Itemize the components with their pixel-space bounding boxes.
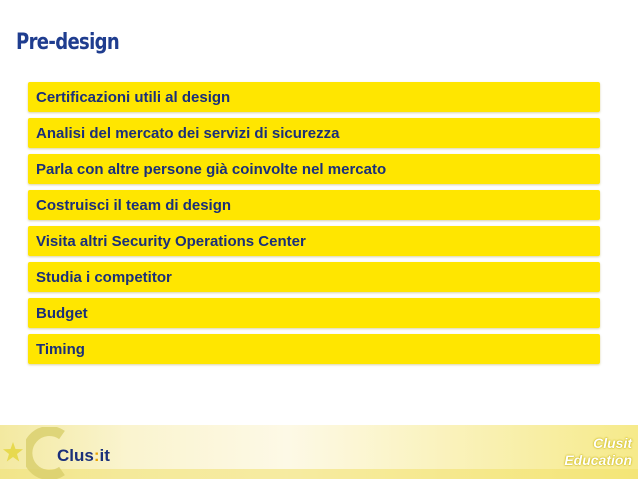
list-item: [28, 118, 600, 148]
slide-title: Pre-design: [16, 30, 120, 55]
list-item: [28, 82, 600, 112]
list-item: [28, 334, 600, 364]
star-icon: [2, 441, 24, 463]
list-item-label: Parla con altre persone già coinvolte nel mercato: [36, 160, 387, 178]
list-item-label: Timing: [36, 340, 85, 358]
footer-band: [0, 469, 638, 479]
edu-line-1: Clusit: [593, 435, 632, 451]
list-item-label: Costruisci il team di design: [36, 196, 232, 214]
list-item-label: Visita altri Security Operations Center: [36, 232, 306, 250]
footer-bar: [0, 425, 638, 479]
list-item-label: Analisi del mercato dei servizi di sicurezza: [36, 124, 340, 142]
list-item: [28, 226, 600, 256]
list-item: [28, 190, 600, 220]
edu-line-2: Education: [564, 452, 632, 468]
list-item-label: Budget: [36, 304, 88, 322]
list-item: [28, 298, 600, 328]
clusit-logo: Clus:it: [57, 446, 110, 465]
clusit-education-label: [564, 435, 632, 469]
list-item: [28, 262, 600, 292]
item-list: [28, 82, 600, 370]
list-item-label: Certificazioni utili al design: [36, 88, 231, 106]
list-item: [28, 154, 600, 184]
list-item-label: Studia i competitor: [36, 268, 172, 286]
